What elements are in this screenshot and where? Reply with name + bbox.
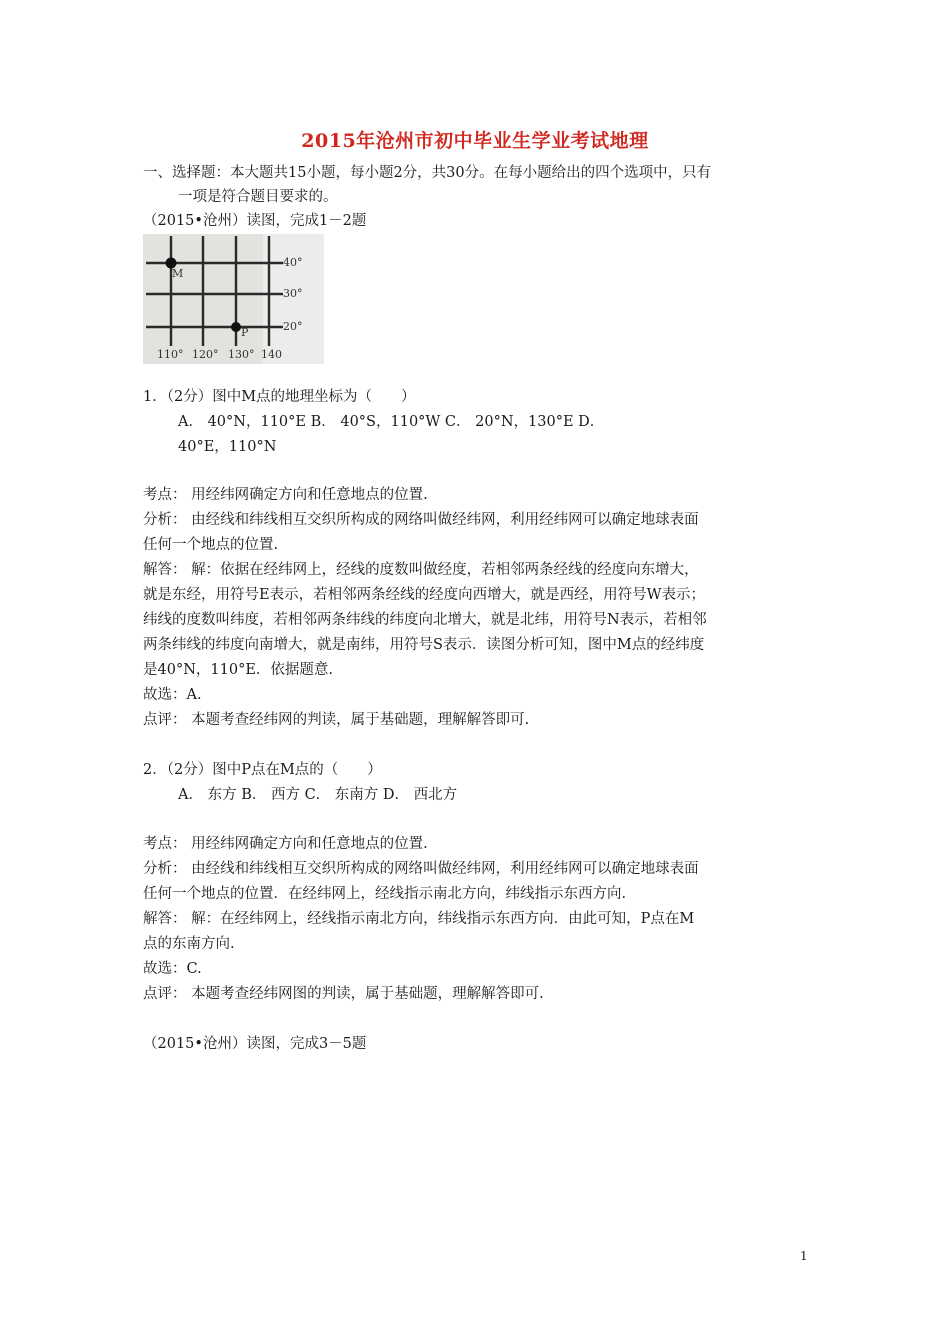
- intro-q1-2: （2015•沧州）读图，完成1－2题: [143, 213, 367, 229]
- q1-kaodian: 考点： 用经纬网确定方向和任意地点的位置.: [143, 487, 428, 503]
- lon-label-120: 120°: [192, 348, 219, 361]
- page-title: 2015年沧州市初中毕业生学业考试地理: [301, 130, 649, 152]
- q2-fenxi-line-2: 任何一个地点的位置．在经纬网上，经线指示南北方向，纬线指示东西方向.: [143, 886, 627, 902]
- section-heading-line-2: 一项是符合题目要求的。: [178, 189, 338, 205]
- q1-options-line-2: 40°E，110°N: [178, 439, 277, 455]
- q1-options-line-1: A． 40°N，110°E B． 40°S，110°W C． 20°N，130°E D．: [178, 414, 605, 430]
- q1-jieda-line-5: 是40°N，110°E．依据题意.: [143, 662, 334, 678]
- q1-fenxi-line-1: 分析： 由经线和纬线相互交织所构成的网络叫做经纬网，利用经纬网可以确定地球表面: [143, 512, 699, 528]
- section-heading-line-1: 一、选择题：本大题共15小题，每小题2分，共30分。在每小题给出的四个选项中，只有: [143, 165, 712, 181]
- q2-stem: 2．（2分）图中P点在M点的（ ）: [143, 762, 382, 778]
- point-p-marker: [231, 322, 241, 332]
- intro-q3-5: （2015•沧州）读图，完成3－5题: [143, 1036, 367, 1052]
- q1-jieda-line-4: 两条纬线的纬度向南增大，就是南纬，用符号S表示．读图分析可知，图中M点的经纬度: [143, 637, 705, 653]
- q1-jieda-line-2: 就是东经，用符号E表示，若相邻两条经线的经度向西增大，就是西经，用符号W表示；: [143, 587, 705, 603]
- q1-jieda-line-3: 纬线的度数叫纬度，若相邻两条纬线的纬度向北增大，就是北纬，用符号N表示，若相邻: [143, 612, 707, 628]
- q2-options: A． 东方 B． 西方 C． 东南方 D． 西北方: [178, 787, 458, 803]
- q2-jieda-line-1: 解答： 解：在经纬网上，经线指示南北方向，纬线指示东西方向．由此可知，P点在M: [143, 911, 695, 927]
- lat-label-20: 20°: [283, 320, 303, 333]
- point-p-label: P: [241, 326, 249, 339]
- q1-answer: 故选：A.: [143, 687, 202, 703]
- q2-kaodian: 考点： 用经纬网确定方向和任意地点的位置.: [143, 836, 428, 852]
- lon-label-140: 140: [261, 348, 282, 361]
- lat-label-30: 30°: [283, 287, 303, 300]
- q1-fenxi-line-2: 任何一个地点的位置.: [143, 537, 279, 553]
- q1-jieda-line-1: 解答： 解：依据在经纬网上，经线的度数叫做经度，若相邻两条经线的经度向东增大，: [143, 562, 699, 578]
- q2-fenxi-line-1: 分析： 由经线和纬线相互交织所构成的网络叫做经纬网，利用经纬网可以确定地球表面: [143, 861, 699, 877]
- lat-lon-grid-figure: [143, 234, 324, 364]
- q1-dianping: 点评： 本题考查经纬网的判读，属于基础题，理解解答即可.: [143, 712, 530, 728]
- q2-jieda-line-2: 点的东南方向.: [143, 936, 235, 952]
- q2-dianping: 点评： 本题考查经纬网图的判读，属于基础题，理解解答即可.: [143, 986, 544, 1002]
- lon-label-130: 130°: [228, 348, 255, 361]
- lon-label-110: 110°: [157, 348, 184, 361]
- lat-label-40: 40°: [283, 256, 303, 269]
- point-m-label: M: [172, 267, 184, 280]
- q1-stem: 1．（2分）图中M点的地理坐标为（ ）: [143, 389, 416, 405]
- page-number: 1: [800, 1249, 808, 1263]
- q2-answer: 故选：C.: [143, 961, 202, 977]
